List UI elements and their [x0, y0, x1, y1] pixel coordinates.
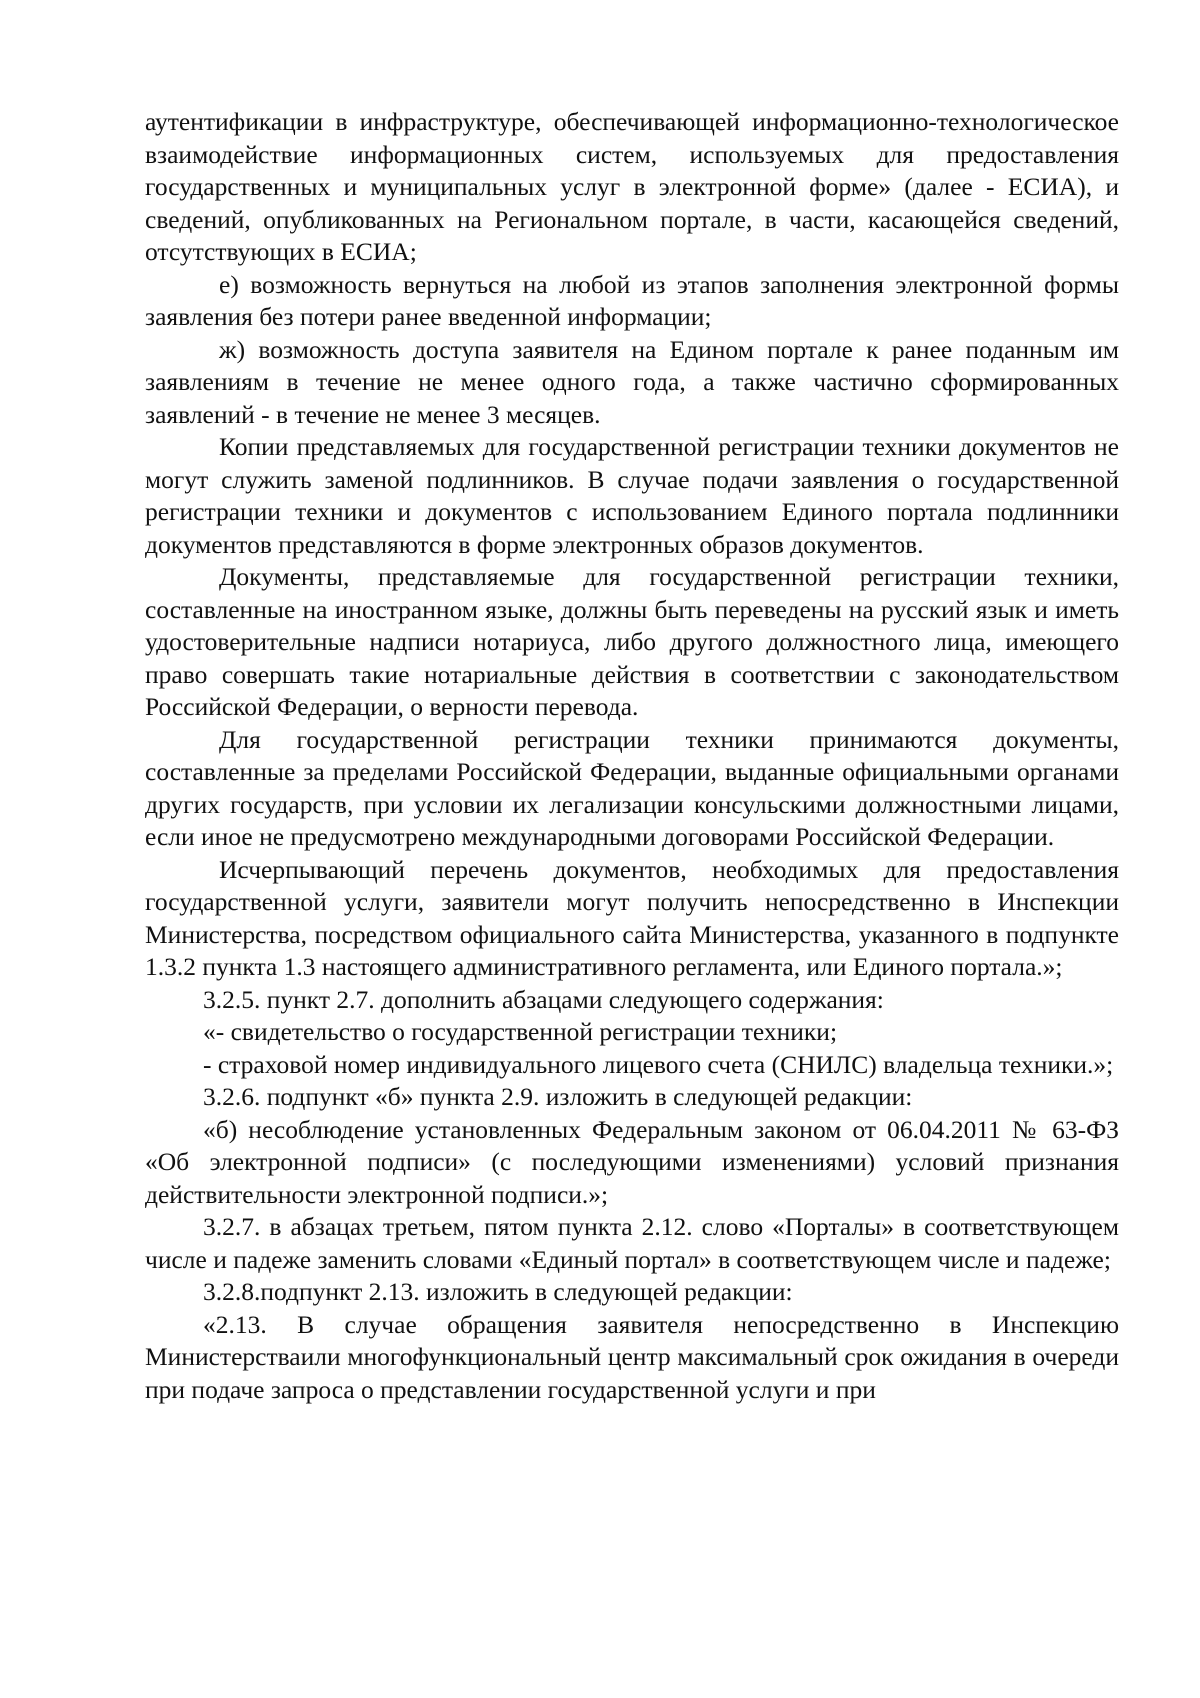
paragraph-registration-certificate: «- свидетельство о государственной регистрации техники;	[203, 1017, 838, 1046]
paragraph-foreign-language-docs: Документы, представляемые для государственной регистрации техники, составленные на иностранном языке, должны быть переведены на русский язык и иметь удостоверительные надписи нотариуса, либо другого должностного лица, имеющего право совершать такие нотариальные действия в соответствии с законодательством Российской Федерации, о верности перевода.	[145, 562, 1119, 721]
paragraph-snils: - страховой номер индивидуального лицевого счета (СНИЛС) владельца техники.»;	[203, 1049, 1114, 1079]
paragraph-esia-continuation: аутентификации в инфраструктуре, обеспечивающей информационно-технологическое взаимодействие информационных систем, используемых для предоставления государственных и муниципальных услуг в электронной форме» (далее - ЕСИА), и сведений, опубликованных на Региональном портале, в части, касающейся сведений, отсутствующих в ЕСИА;	[145, 107, 1119, 266]
paragraph-item-e: е) возможность вернуться на любой из этапов заполнения электронной формы заявления без потери ранее введенной информации;	[145, 269, 1119, 331]
paragraph-item-b: «б) несоблюдение установленных Федеральным законом от 06.04.2011 № 63-ФЗ «Об электронной подписи» (с последующими изменениями) условий признания действительности электронной подписи.»;	[145, 1114, 1119, 1209]
paragraph-2-13: «2.13. В случае обращения заявителя непосредственно в Инспекцию Министерстваили многофункциональный центр максимальный срок ожидания в очереди при подаче запроса о представлении государственной услуги и при	[145, 1309, 1119, 1404]
paragraph-copies: Копии представляемых для государственной регистрации техники документов не могут служить заменой подлинников. В случае подачи заявления о государственной регистрации техники и документов с использованием Единого портала подлинники документов представляются в форме электронных образов документов.	[145, 432, 1119, 559]
paragraph-foreign-issued-docs: Для государственной регистрации техники принимаются документы, составленные за пределами Российской Федерации, выданные официальными органами других государств, при условии их легализации консульскими должностными лицами, если иное не предусмотрено международными договорами Российской Федерации.	[145, 724, 1119, 851]
paragraph-3-2-5: 3.2.5. пункт 2.7. дополнить абзацами следующего содержания:	[203, 984, 884, 1014]
paragraph-item-zh: ж) возможность доступа заявителя на Едином портале к ранее поданным им заявлениям в течение не менее одного года, а также частично сформированных заявлений - в течение не менее 3 месяцев.	[145, 334, 1119, 429]
paragraph-3-2-6: 3.2.6. подпункт «б» пункта 2.9. изложить в следующей редакции:	[203, 1082, 913, 1111]
paragraph-3-2-7: 3.2.7. в абзацах третьем, пятом пункта 2.12. слово «Порталы» в соответствующем числе и падеже заменить словами «Единый портал» в соответствующем числе и падеже;	[145, 1212, 1119, 1274]
paragraph-3-2-8: 3.2.8.подпункт 2.13. изложить в следующей редакции:	[203, 1277, 793, 1306]
document-page	[145, 106, 1119, 1406]
paragraph-exhaustive-list: Исчерпывающий перечень документов, необходимых для предоставления государственной услуги, заявители могут получить непосредственно в Инспекции Министерства, посредством официального сайта Министерства, указанного в подпункте 1.3.2 пункта 1.3 настоящего административного регламента, или Единого портала.»;	[145, 854, 1119, 981]
